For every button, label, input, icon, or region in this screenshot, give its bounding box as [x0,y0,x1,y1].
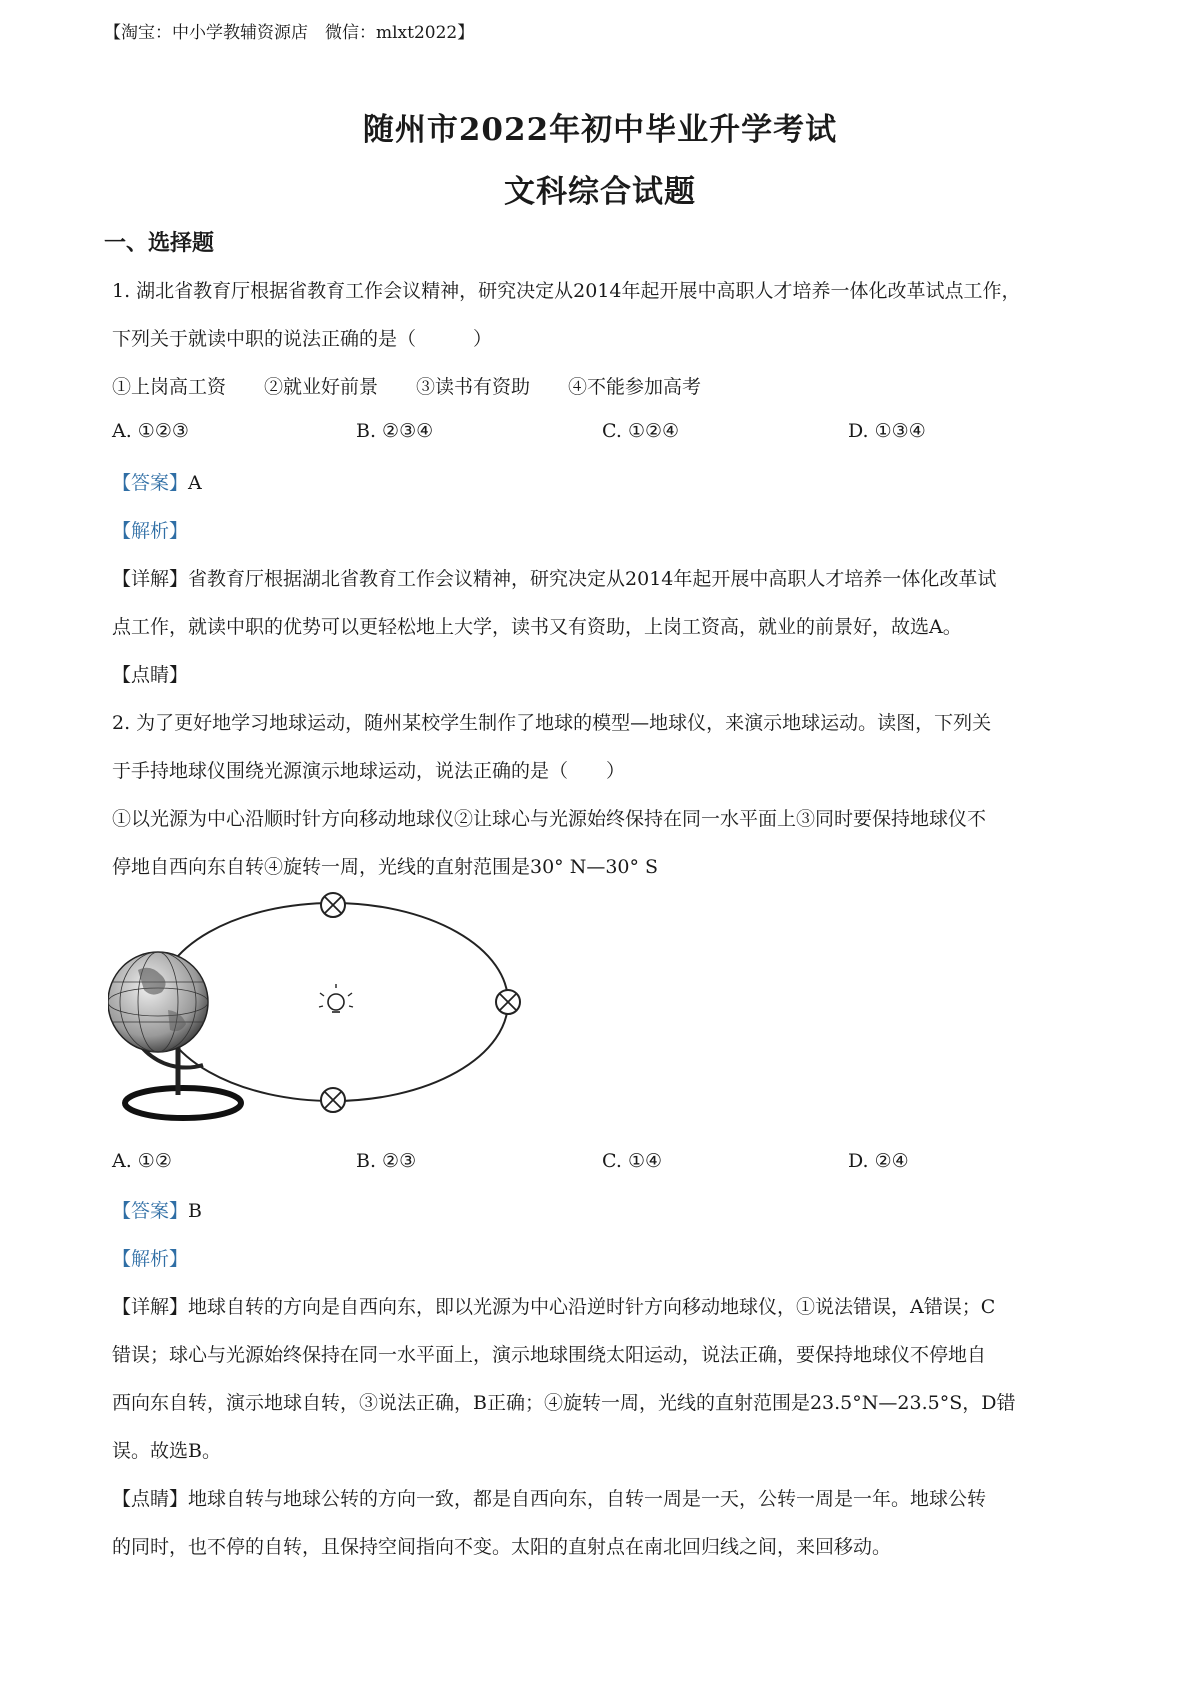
q2-answer [112,1196,202,1223]
q2-comment-line2: 的同时，也不停的自转，且保持空间指向不变。太阳的直射点在南北回归线之间，来回移动。 [112,1536,892,1558]
q1-option-d: D. ①③④ [848,420,926,442]
q2-option-d: D. ②④ [848,1150,909,1172]
q2-detail-tag: 【详解】 [112,1296,189,1318]
globe-model-icon [108,952,241,1118]
q1-answer [112,468,202,495]
section-heading: 一、选择题 [104,230,215,256]
q2-comment-tag: 【点睛】 [112,1488,189,1510]
q1-answer-tag: 【答案】 [112,472,189,494]
q2-option-c: C. ①④ [602,1150,663,1172]
exam-title: 随州市2022年初中毕业升学考试 [362,112,838,148]
q2-detail-text1: 地球自转的方向是自西向东，即以光源为中心沿逆时针方向移动地球仪，①说法错误，A错误；C [188,1296,996,1318]
q2-stem-line1: 2. 为了更好地学习地球运动，随州某校学生制作了地球的模型—地球仪，来演示地球运动。读图，下列关 [112,712,992,734]
q1-option-c: C. ①②④ [602,420,680,442]
q1-analysis-tag: 【解析】 [112,520,189,542]
q2-option-b: B. ②③ [356,1150,417,1172]
q2-stem-line2: 于手持地球仪围绕光源演示地球运动，说法正确的是（ ） [112,760,626,782]
q2-detail-line3: 西向东自转，演示地球自转，③说法正确，B正确；④旋转一周，光线的直射范围是23.5°N—23.5°S，D错 [112,1392,1016,1414]
orbit-position-top-icon [321,893,345,917]
q2-comment-line1 [112,1484,986,1511]
q2-stem-line3: ①以光源为中心沿顺时针方向移动地球仪②让球心与光源始终保持在同一水平面上③同时要保持地球仪不 [112,808,987,830]
q2-option-a: A. ①② [112,1150,172,1172]
q2-comment-text1: 地球自转与地球公转的方向一致，都是自西向东，自转一周是一天，公转一周是一年。地球公转 [188,1488,987,1510]
q1-detail-tag: 【详解】 [112,568,189,590]
q1-stem-line2: 下列关于就读中职的说法正确的是（ ） [112,328,493,350]
q2-detail-line4: 误。故选B。 [112,1440,221,1462]
q1-detail-line2: 点工作，就读中职的优势可以更轻松地上大学，读书又有资助，上岗工资高，就业的前景好，故选A。 [112,616,962,638]
q2-detail-line1 [112,1292,995,1319]
q1-detail-text1: 省教育厅根据湖北省教育工作会议精神，研究决定从2014年起开展中高职人才培养一体化改革试 [188,568,997,590]
exam-subtitle: 文科综合试题 [504,174,696,210]
q2-stem-line4: 停地自西向东自转④旋转一周，光线的直射范围是30° N—30° S [112,856,659,878]
q2-answer-tag: 【答案】 [112,1200,189,1222]
orbit-ellipse [158,903,508,1101]
q1-statements: ①上岗高工资 ②就业好前景 ③读书有资助 ④不能参加高考 [112,376,702,398]
header-watermark-note: 【淘宝：中小学教辅资源店 微信：mlxt2022】 [104,23,475,43]
q1-comment-tag: 【点睛】 [112,664,189,686]
q2-answer-value: B [188,1200,202,1222]
earth-orbit-figure [108,890,538,1130]
orbit-position-bottom-icon [321,1088,345,1112]
q1-option-b: B. ②③④ [356,420,434,442]
q2-analysis-tag: 【解析】 [112,1248,189,1270]
orbit-position-right-icon [496,990,520,1014]
q2-detail-line2: 错误；球心与光源始终保持在同一水平面上，演示地球围绕太阳运动，说法正确，要保持地球仪不停地自 [112,1344,987,1366]
q1-answer-value: A [188,472,202,494]
q1-stem-line1: 1. 湖北省教育厅根据省教育工作会议精神，研究决定从2014年起开展中高职人才培养一体化改革试点工作， [112,280,1021,302]
light-bulb-icon [319,984,353,1012]
q1-detail-line1 [112,564,996,591]
q1-option-a: A. ①②③ [112,420,189,442]
